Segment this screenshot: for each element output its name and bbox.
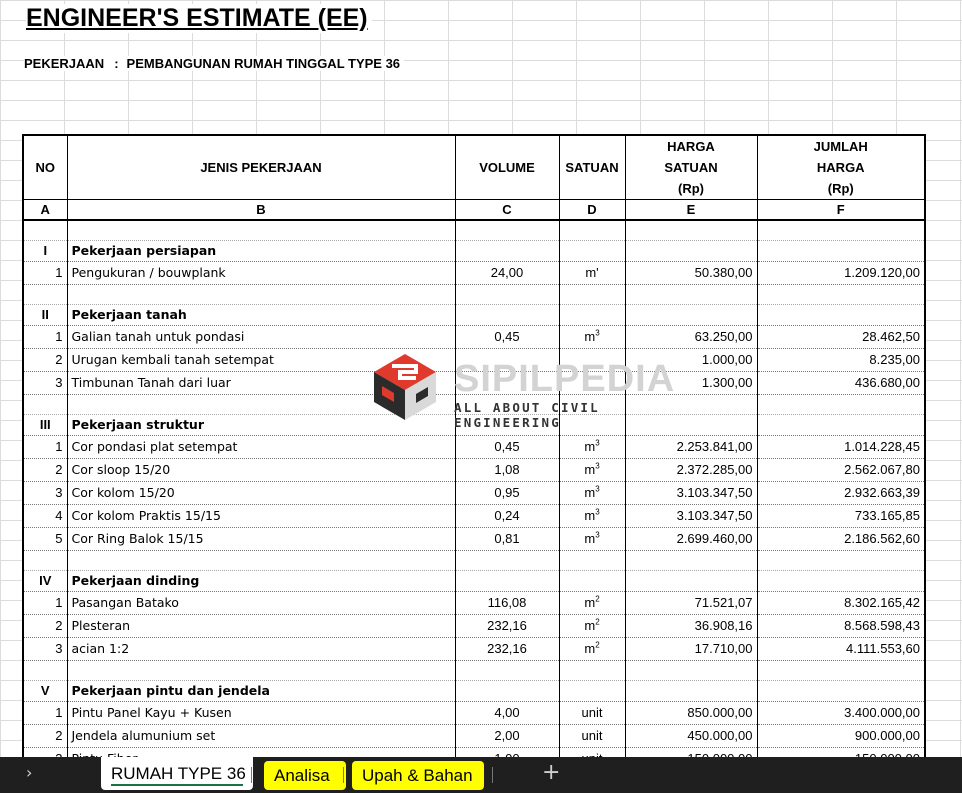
- header-harga-line3: (Rp): [678, 181, 704, 196]
- tab-analisa[interactable]: [264, 761, 346, 790]
- table-row: [23, 638, 925, 661]
- header-jumlah-line3: (Rp): [827, 181, 854, 196]
- item-unit-price[interactable]: 50.380,00: [625, 262, 757, 285]
- header-harga-line2: SATUAN: [664, 160, 718, 175]
- item-unit[interactable]: [559, 436, 625, 459]
- item-total[interactable]: 733.165,85: [757, 505, 925, 528]
- empty-cell[interactable]: [559, 220, 625, 241]
- item-name[interactable]: Plesteran: [67, 615, 455, 638]
- empty-cell[interactable]: [559, 681, 625, 702]
- unit-base: m: [584, 531, 596, 546]
- letter-f[interactable]: F: [757, 200, 925, 221]
- estimate-table: [22, 134, 926, 772]
- item-unit-price[interactable]: 850.000,00: [625, 702, 757, 725]
- section-number[interactable]: I: [23, 241, 67, 262]
- unit-base: m: [584, 508, 596, 523]
- item-name[interactable]: Cor kolom Praktis 15/15: [67, 505, 455, 528]
- item-name[interactable]: Galian tanah untuk pondasi: [67, 326, 455, 349]
- table-row: [23, 436, 925, 459]
- empty-cell[interactable]: [757, 395, 925, 415]
- unit-exponent: 3: [595, 328, 600, 338]
- unit-exponent: 3: [595, 438, 600, 448]
- table-row: [23, 615, 925, 638]
- header-jumlah-line1: JUMLAH: [813, 139, 868, 154]
- item-unit-price[interactable]: 36.908,16: [625, 615, 757, 638]
- empty-cell[interactable]: [559, 305, 625, 326]
- project-value: PEMBANGUNAN RUMAH TINGGAL TYPE 36: [126, 56, 401, 71]
- section-name[interactable]: Pekerjaan persiapan: [67, 241, 455, 262]
- letter-a[interactable]: A: [23, 200, 67, 221]
- empty-cell[interactable]: [67, 220, 455, 241]
- item-unit-price[interactable]: 450.000,00: [625, 725, 757, 748]
- unit-exponent: 3: [595, 461, 600, 471]
- sipilpedia-logo-icon: [370, 352, 440, 422]
- item-volume[interactable]: 24,00: [455, 262, 559, 285]
- item-total[interactable]: 900.000,00: [757, 725, 925, 748]
- item-unit[interactable]: m': [559, 262, 625, 285]
- empty-cell[interactable]: [757, 551, 925, 571]
- unit-base: m: [584, 462, 596, 477]
- empty-cell[interactable]: [23, 220, 67, 241]
- section-number[interactable]: V: [23, 681, 67, 702]
- empty-cell[interactable]: [625, 551, 757, 571]
- item-volume[interactable]: 232,16: [455, 615, 559, 638]
- empty-cell[interactable]: [625, 285, 757, 305]
- empty-cell[interactable]: [559, 661, 625, 681]
- unit-base: m: [584, 485, 596, 500]
- tab-upah-bahan[interactable]: [352, 761, 484, 790]
- empty-cell[interactable]: [455, 285, 559, 305]
- item-name[interactable]: Pengukuran / bouwplank: [67, 262, 455, 285]
- item-total[interactable]: 2.562.067,80: [757, 459, 925, 482]
- unit-base: m: [584, 618, 596, 633]
- empty-cell[interactable]: [559, 285, 625, 305]
- item-number[interactable]: 1: [23, 702, 67, 725]
- empty-cell[interactable]: [455, 220, 559, 241]
- empty-cell[interactable]: [757, 571, 925, 592]
- table-row: [23, 725, 925, 748]
- section-number[interactable]: IV: [23, 571, 67, 592]
- unit-exponent: 3: [595, 484, 600, 494]
- item-name[interactable]: Timbunan Tanah dari luar: [67, 372, 455, 395]
- sipilpedia-watermark: [370, 352, 690, 430]
- item-total[interactable]: 8.568.598,43: [757, 615, 925, 638]
- header-volume[interactable]: VOLUME: [455, 135, 559, 200]
- empty-cell[interactable]: [67, 285, 455, 305]
- item-number[interactable]: 1: [23, 326, 67, 349]
- empty-cell[interactable]: [625, 241, 757, 262]
- item-unit[interactable]: [559, 459, 625, 482]
- item-number[interactable]: 1: [23, 262, 67, 285]
- blank-row: [23, 551, 925, 571]
- item-number[interactable]: 2: [23, 725, 67, 748]
- item-unit[interactable]: [559, 528, 625, 551]
- item-unit-price[interactable]: 1.300,00: [625, 372, 757, 395]
- item-volume[interactable]: 232,16: [455, 638, 559, 661]
- unit-base: m: [584, 595, 596, 610]
- item-name[interactable]: Jendela alumunium set: [67, 725, 455, 748]
- section-number[interactable]: II: [23, 305, 67, 326]
- empty-cell[interactable]: [559, 551, 625, 571]
- plus-icon[interactable]: +: [542, 760, 561, 785]
- empty-cell[interactable]: [67, 661, 455, 681]
- item-volume[interactable]: 0,24: [455, 505, 559, 528]
- item-total[interactable]: 1.209.120,00: [757, 262, 925, 285]
- empty-cell[interactable]: [757, 241, 925, 262]
- item-volume[interactable]: 0,45: [455, 326, 559, 349]
- column-letter-row: [23, 200, 925, 221]
- unit-base: m: [584, 329, 596, 344]
- tab-label: Upah & Bahan: [362, 766, 473, 785]
- item-volume[interactable]: 0,81: [455, 528, 559, 551]
- header-harga-line1: HARGA: [667, 139, 715, 154]
- tab-divider: [343, 767, 344, 783]
- item-unit-price[interactable]: 1.000,00: [625, 349, 757, 372]
- table-row: [23, 482, 925, 505]
- section-row: [23, 305, 925, 326]
- blank-row: [23, 661, 925, 681]
- item-number[interactable]: 2: [23, 615, 67, 638]
- item-total[interactable]: 2.932.663,39: [757, 482, 925, 505]
- empty-cell[interactable]: [625, 571, 757, 592]
- item-volume[interactable]: 1,08: [455, 459, 559, 482]
- header-row: [23, 135, 925, 200]
- section-name[interactable]: Pekerjaan dinding: [67, 571, 455, 592]
- empty-cell[interactable]: [455, 241, 559, 262]
- empty-cell[interactable]: [625, 661, 757, 681]
- section-row: [23, 571, 925, 592]
- item-name[interactable]: acian 1:2: [67, 638, 455, 661]
- unit-exponent: 3: [595, 530, 600, 540]
- table-row: [23, 505, 925, 528]
- tab-label: RUMAH TYPE 36: [111, 764, 246, 783]
- empty-cell[interactable]: [23, 661, 67, 681]
- empty-cell[interactable]: [757, 415, 925, 436]
- header-jumlah-line2: HARGA: [816, 160, 865, 175]
- item-number[interactable]: 2: [23, 459, 67, 482]
- item-volume[interactable]: 0,45: [455, 436, 559, 459]
- empty-cell[interactable]: [455, 681, 559, 702]
- watermark-name: SIPILPEDIA: [454, 358, 676, 400]
- item-total[interactable]: 3.400.000,00: [757, 702, 925, 725]
- letter-e[interactable]: E: [625, 200, 757, 221]
- item-unit[interactable]: [559, 615, 625, 638]
- empty-cell[interactable]: [625, 305, 757, 326]
- empty-cell[interactable]: [67, 551, 455, 571]
- item-name[interactable]: Urugan kembali tanah setempat: [67, 349, 455, 372]
- item-unit-price[interactable]: 3.103.347,50: [625, 505, 757, 528]
- empty-cell[interactable]: [455, 571, 559, 592]
- tab-divider: [492, 767, 493, 783]
- tab-rumah-type-36[interactable]: [101, 757, 253, 790]
- empty-cell[interactable]: [23, 285, 67, 305]
- empty-cell[interactable]: [559, 241, 625, 262]
- section-row: [23, 241, 925, 262]
- table-row: [23, 326, 925, 349]
- section-name[interactable]: Pekerjaan pintu dan jendela: [67, 681, 455, 702]
- item-number[interactable]: 2: [23, 349, 67, 372]
- item-volume[interactable]: 0,95: [455, 482, 559, 505]
- item-unit[interactable]: [559, 482, 625, 505]
- empty-cell[interactable]: [625, 681, 757, 702]
- chevron-right-icon[interactable]: ›: [26, 763, 33, 782]
- item-number[interactable]: 3: [23, 482, 67, 505]
- item-volume[interactable]: 116,08: [455, 592, 559, 615]
- header-no[interactable]: NO: [23, 135, 67, 200]
- item-name[interactable]: Pintu Panel Kayu + Kusen: [67, 702, 455, 725]
- item-total[interactable]: 8.235,00: [757, 349, 925, 372]
- section-name[interactable]: Pekerjaan struktur: [67, 415, 455, 436]
- table-row: [23, 702, 925, 725]
- active-tab-underline: [111, 784, 243, 786]
- empty-cell[interactable]: [757, 305, 925, 326]
- project-label: PEKERJAAN: [24, 56, 105, 71]
- empty-cell[interactable]: [757, 661, 925, 681]
- blank-row: [23, 220, 925, 241]
- sheet-tab-bar: [0, 757, 962, 793]
- tab-divider: [251, 767, 252, 783]
- item-number[interactable]: 3: [23, 372, 67, 395]
- table-row: [23, 262, 925, 285]
- item-unit-price[interactable]: 2.699.460,00: [625, 528, 757, 551]
- header-harga[interactable]: [625, 135, 757, 200]
- item-total[interactable]: 436.680,00: [757, 372, 925, 395]
- item-unit-price[interactable]: 63.250,00: [625, 326, 757, 349]
- empty-cell[interactable]: [455, 305, 559, 326]
- empty-cell[interactable]: [23, 551, 67, 571]
- item-unit-price[interactable]: 2.253.841,00: [625, 436, 757, 459]
- item-unit-price[interactable]: 2.372.285,00: [625, 459, 757, 482]
- item-unit[interactable]: [559, 592, 625, 615]
- item-total[interactable]: 4.111.553,60: [757, 638, 925, 661]
- page-title: ENGINEER'S ESTIMATE (EE): [26, 4, 372, 33]
- section-name[interactable]: Pekerjaan tanah: [67, 305, 455, 326]
- header-jenis[interactable]: JENIS PEKERJAAN: [67, 135, 455, 200]
- empty-cell[interactable]: [23, 395, 67, 415]
- unit-base: m: [584, 439, 596, 454]
- empty-cell[interactable]: [757, 220, 925, 241]
- item-total[interactable]: 2.186.562,60: [757, 528, 925, 551]
- item-name[interactable]: Cor kolom 15/20: [67, 482, 455, 505]
- unit-exponent: 2: [595, 594, 600, 604]
- unit-exponent: 2: [595, 617, 600, 627]
- item-unit[interactable]: [559, 638, 625, 661]
- item-unit-price[interactable]: 71.521,07: [625, 592, 757, 615]
- item-total[interactable]: 28.462,50: [757, 326, 925, 349]
- tab-label: Analisa: [274, 766, 330, 785]
- item-unit[interactable]: [559, 326, 625, 349]
- item-total[interactable]: 8.302.165,42: [757, 592, 925, 615]
- empty-cell[interactable]: [625, 220, 757, 241]
- blank-row: [23, 285, 925, 305]
- item-total[interactable]: 1.014.228,45: [757, 436, 925, 459]
- watermark-tagline: ALL ABOUT CIVIL ENGINEERING: [454, 400, 600, 430]
- item-number[interactable]: 1: [23, 592, 67, 615]
- item-number[interactable]: 1: [23, 436, 67, 459]
- empty-cell[interactable]: [455, 551, 559, 571]
- section-row: [23, 681, 925, 702]
- item-volume[interactable]: 4,00: [455, 702, 559, 725]
- empty-cell[interactable]: [757, 285, 925, 305]
- item-number[interactable]: 4: [23, 505, 67, 528]
- empty-cell[interactable]: [455, 661, 559, 681]
- letter-d[interactable]: D: [559, 200, 625, 221]
- item-unit[interactable]: unit: [559, 725, 625, 748]
- item-name[interactable]: Cor sloop 15/20: [67, 459, 455, 482]
- unit-exponent: 3: [595, 507, 600, 517]
- item-unit-price[interactable]: 17.710,00: [625, 638, 757, 661]
- table-row: [23, 459, 925, 482]
- item-unit[interactable]: [559, 505, 625, 528]
- project-colon: :: [114, 56, 119, 71]
- letter-b[interactable]: B: [67, 200, 455, 221]
- item-unit-price[interactable]: 3.103.347,50: [625, 482, 757, 505]
- empty-cell[interactable]: [757, 681, 925, 702]
- item-name[interactable]: Pasangan Batako: [67, 592, 455, 615]
- section-number[interactable]: III: [23, 415, 67, 436]
- item-number[interactable]: 5: [23, 528, 67, 551]
- header-jumlah[interactable]: [757, 135, 925, 200]
- unit-base: m: [584, 641, 596, 656]
- item-unit[interactable]: unit: [559, 702, 625, 725]
- header-satuan[interactable]: SATUAN: [559, 135, 625, 200]
- project-line: [24, 56, 404, 71]
- table-row: [23, 528, 925, 551]
- item-name[interactable]: Cor pondasi plat setempat: [67, 436, 455, 459]
- letter-c[interactable]: C: [455, 200, 559, 221]
- table-row: [23, 592, 925, 615]
- item-name[interactable]: Cor Ring Balok 15/15: [67, 528, 455, 551]
- item-volume[interactable]: 2,00: [455, 725, 559, 748]
- empty-cell[interactable]: [559, 571, 625, 592]
- unit-exponent: 2: [595, 640, 600, 650]
- item-number[interactable]: 3: [23, 638, 67, 661]
